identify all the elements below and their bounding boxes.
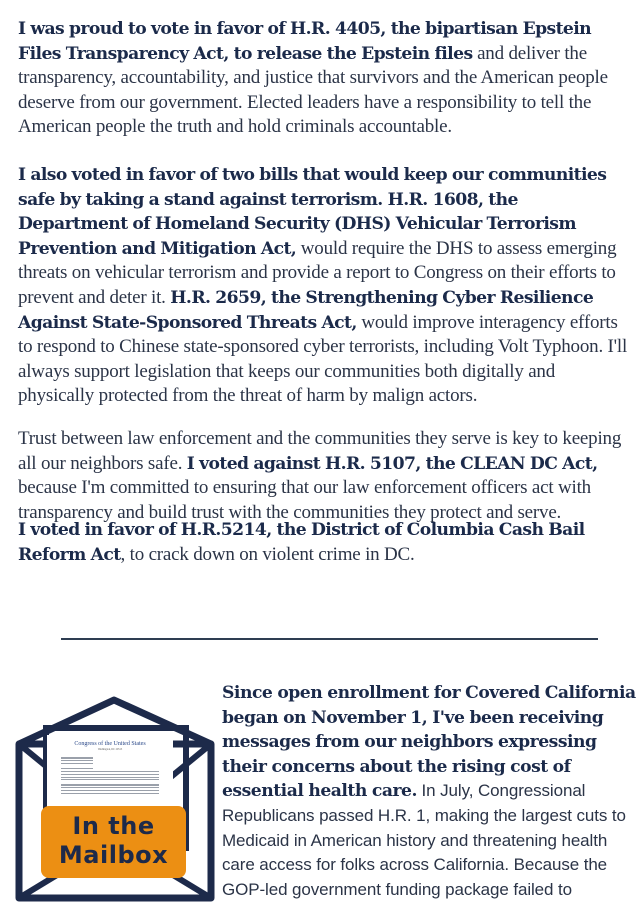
regular-text: In July, Congressional Republicans passed H.R. 1, making the largest cuts to Medicaid in American history and threatening health care access for folks across California. Because the GOP-led government funding package failed to xyxy=(222,781,626,899)
bold-text: I also voted in favor of two bills that would keep our communities safe by taking a stand against terrorism. H.R. 1608, the Department of Homeland Security (DHS) Vehicular Terrorism Prevention and Mitigation Act, xyxy=(18,165,607,259)
letter-line xyxy=(61,777,159,778)
letter-line xyxy=(61,771,159,772)
letter-line xyxy=(61,757,93,758)
regular-text: would require the DHS to assess emerging threats on vehicular terrorism and provide a report to Congress on their efforts to prevent and deter it. xyxy=(18,237,617,308)
badge-line-2: Mailbox xyxy=(58,841,169,869)
letter-heading: Congress of the United States xyxy=(74,741,146,747)
regular-text: and deliver the transparency, accountability, and justice that survivors and the American people deserve from our government. Elected leaders have a responsibility to tell the American people the truth and hold criminals accountable. xyxy=(18,42,608,138)
letter-line xyxy=(61,760,93,761)
letter-line xyxy=(61,768,93,769)
mailbox-paragraph xyxy=(222,681,636,902)
letter-line xyxy=(61,787,159,788)
regular-text: Trust between law enforcement and the communities they serve is key to keeping all our neighbors safe. xyxy=(18,428,622,474)
section-divider xyxy=(61,638,598,640)
letter-subheading: Washington, DC 20515 xyxy=(97,748,123,751)
letter-line xyxy=(61,784,159,785)
letter-line xyxy=(61,779,159,780)
bold-text: I voted against H.R. 5107, the CLEAN DC Act, xyxy=(186,453,598,474)
regular-text: would improve interagency efforts to respond to Chinese state-sponsored cyber terrorists, including Volt Typhoon. I'll always support legislation that keeps our communities both digitally and physically protected from the threat of harm by malign actors. xyxy=(18,311,628,407)
letter-line xyxy=(61,763,93,764)
letter-line xyxy=(61,774,159,775)
letter-line xyxy=(61,793,159,794)
bold-text: Since open enrollment for Covered California began on November 1, I've been receiving messages from our neighbors expressing their concerns about the rising cost of essential health care. xyxy=(222,683,636,802)
regular-text: because I'm committed to ensuring that our law enforcement officers act with transparency and build trust with the communities they protect and serve. xyxy=(18,477,591,523)
paragraph-epstein-files xyxy=(18,17,630,140)
regular-text: , to crack down on violent crime in DC. xyxy=(120,543,415,565)
in-the-mailbox-badge xyxy=(41,806,186,878)
badge-line-1: In the xyxy=(72,812,155,840)
paragraph-clean-dc-act xyxy=(18,427,630,525)
paragraph-terrorism-bills xyxy=(18,163,630,409)
paragraph-cash-bail-reform xyxy=(18,518,630,567)
bold-text: H.R. 2659, the Strengthening Cyber Resilience Against State-Sponsored Threats Act, xyxy=(18,287,594,333)
bold-text: I voted in favor of H.R.5214, the District of Columbia Cash Bail Reform Act xyxy=(18,520,585,565)
bold-text: I was proud to vote in favor of H.R. 4405, the bipartisan Epstein Files Transparency Act, to release the Epstein files xyxy=(18,19,592,64)
letter-line xyxy=(61,790,159,791)
